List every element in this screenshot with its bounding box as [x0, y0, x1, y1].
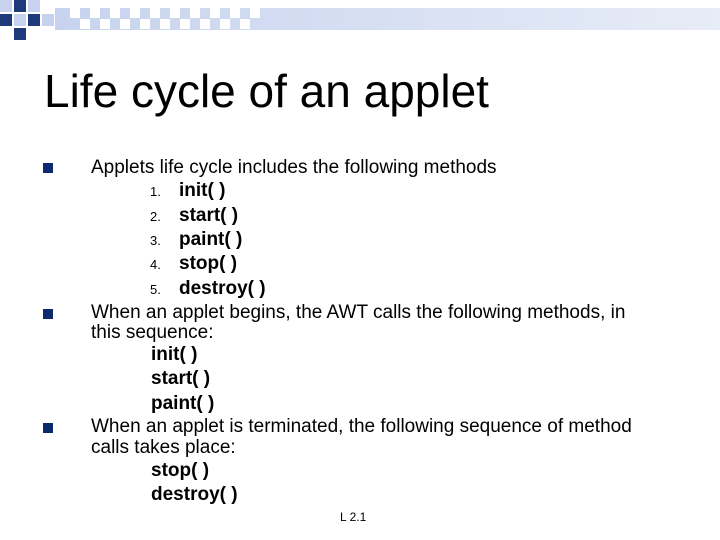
method-label: paint( ): [179, 229, 243, 250]
bullet-3-text-line2: calls takes place:: [91, 437, 236, 458]
bullet-1-text: Applets life cycle includes the following methods: [91, 157, 497, 178]
bullet-3-text-line1: When an applet is terminated, the following sequence of method: [91, 416, 632, 437]
method-item-3: [150, 229, 242, 252]
sequence-method: paint( ): [151, 393, 215, 414]
method-label: destroy( ): [179, 278, 266, 299]
bullet-marker: [43, 309, 53, 319]
bullet-2-text-line1: When an applet begins, the AWT calls the following methods, in: [91, 302, 626, 323]
sequence-method: start( ): [151, 368, 211, 389]
method-item-2: [150, 205, 238, 228]
slide-title: Life cycle of an applet: [44, 65, 489, 117]
sequence-method: destroy( ): [151, 484, 238, 505]
sequence-method: init( ): [151, 344, 198, 365]
method-number: 1.: [150, 184, 161, 199]
sequence-method: stop( ): [151, 460, 210, 481]
method-item-5: [150, 278, 266, 301]
bullet-marker: [43, 423, 53, 433]
bullet-marker: [43, 163, 53, 173]
method-item-1: [150, 180, 225, 203]
method-number: 3.: [150, 233, 161, 248]
method-label: stop( ): [179, 253, 238, 274]
method-item-4: [150, 253, 237, 276]
method-number: 4.: [150, 257, 161, 272]
slide-footer-label: L 2.1: [340, 510, 367, 524]
method-number: 5.: [150, 282, 161, 297]
method-label: init( ): [179, 180, 226, 201]
method-label: start( ): [179, 205, 239, 226]
bullet-2-text-line2: this sequence:: [91, 322, 214, 343]
header-checker-banner: [0, 0, 720, 48]
method-number: 2.: [150, 209, 161, 224]
